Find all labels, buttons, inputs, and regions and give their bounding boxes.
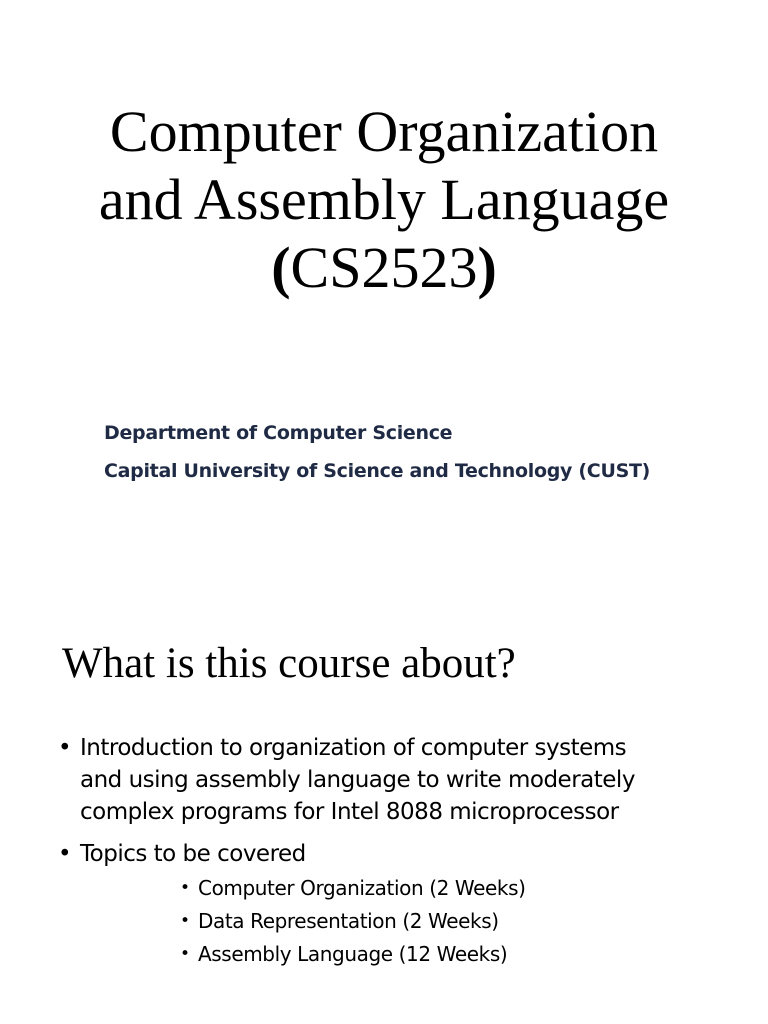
bullet-icon: • bbox=[58, 735, 72, 761]
bullet-text-line: and using assembly language to write moderately bbox=[80, 767, 635, 793]
sub-bullet-item bbox=[80, 938, 768, 971]
bullet-item-topics bbox=[0, 838, 768, 971]
bullet-text-line: complex programs for Intel 8088 microprocessor bbox=[80, 799, 619, 825]
course-code-close-paren: ) bbox=[477, 235, 497, 300]
university-name: Capital University of Science and Technology (CUST) bbox=[104, 460, 650, 482]
course-title-line-1: Computer Organization bbox=[109, 99, 659, 164]
sub-bullet-icon: • bbox=[180, 878, 190, 898]
bullet-text-line: Topics to be covered bbox=[80, 841, 306, 867]
bullet-icon: • bbox=[58, 841, 72, 867]
slide-heading: What is this course about? bbox=[62, 640, 516, 687]
sub-bullet-icon: • bbox=[180, 911, 190, 931]
slide-course-overview bbox=[0, 576, 768, 1024]
topics-sublist bbox=[80, 872, 768, 971]
sub-bullet-text: Assembly Language (12 Weeks) bbox=[198, 942, 508, 966]
course-code-text: CS2523 bbox=[290, 235, 478, 300]
sub-bullet-icon: • bbox=[180, 944, 190, 964]
department-name: Department of Computer Science bbox=[104, 422, 453, 444]
bullet-item-introduction bbox=[0, 732, 768, 828]
sub-bullet-text: Data Representation (2 Weeks) bbox=[198, 909, 499, 933]
course-code bbox=[0, 234, 768, 302]
sub-bullet-item bbox=[80, 905, 768, 938]
course-title-line-2: and Assembly Language bbox=[98, 167, 670, 232]
bullet-text-line: Introduction to organization of computer systems bbox=[80, 735, 627, 761]
sub-bullet-item bbox=[80, 872, 768, 905]
course-subtitle bbox=[104, 414, 650, 490]
course-title bbox=[0, 98, 768, 302]
sub-bullet-text: Computer Organization (2 Weeks) bbox=[198, 876, 526, 900]
bullet-list bbox=[0, 732, 768, 981]
course-code-open-paren: ( bbox=[271, 235, 291, 300]
